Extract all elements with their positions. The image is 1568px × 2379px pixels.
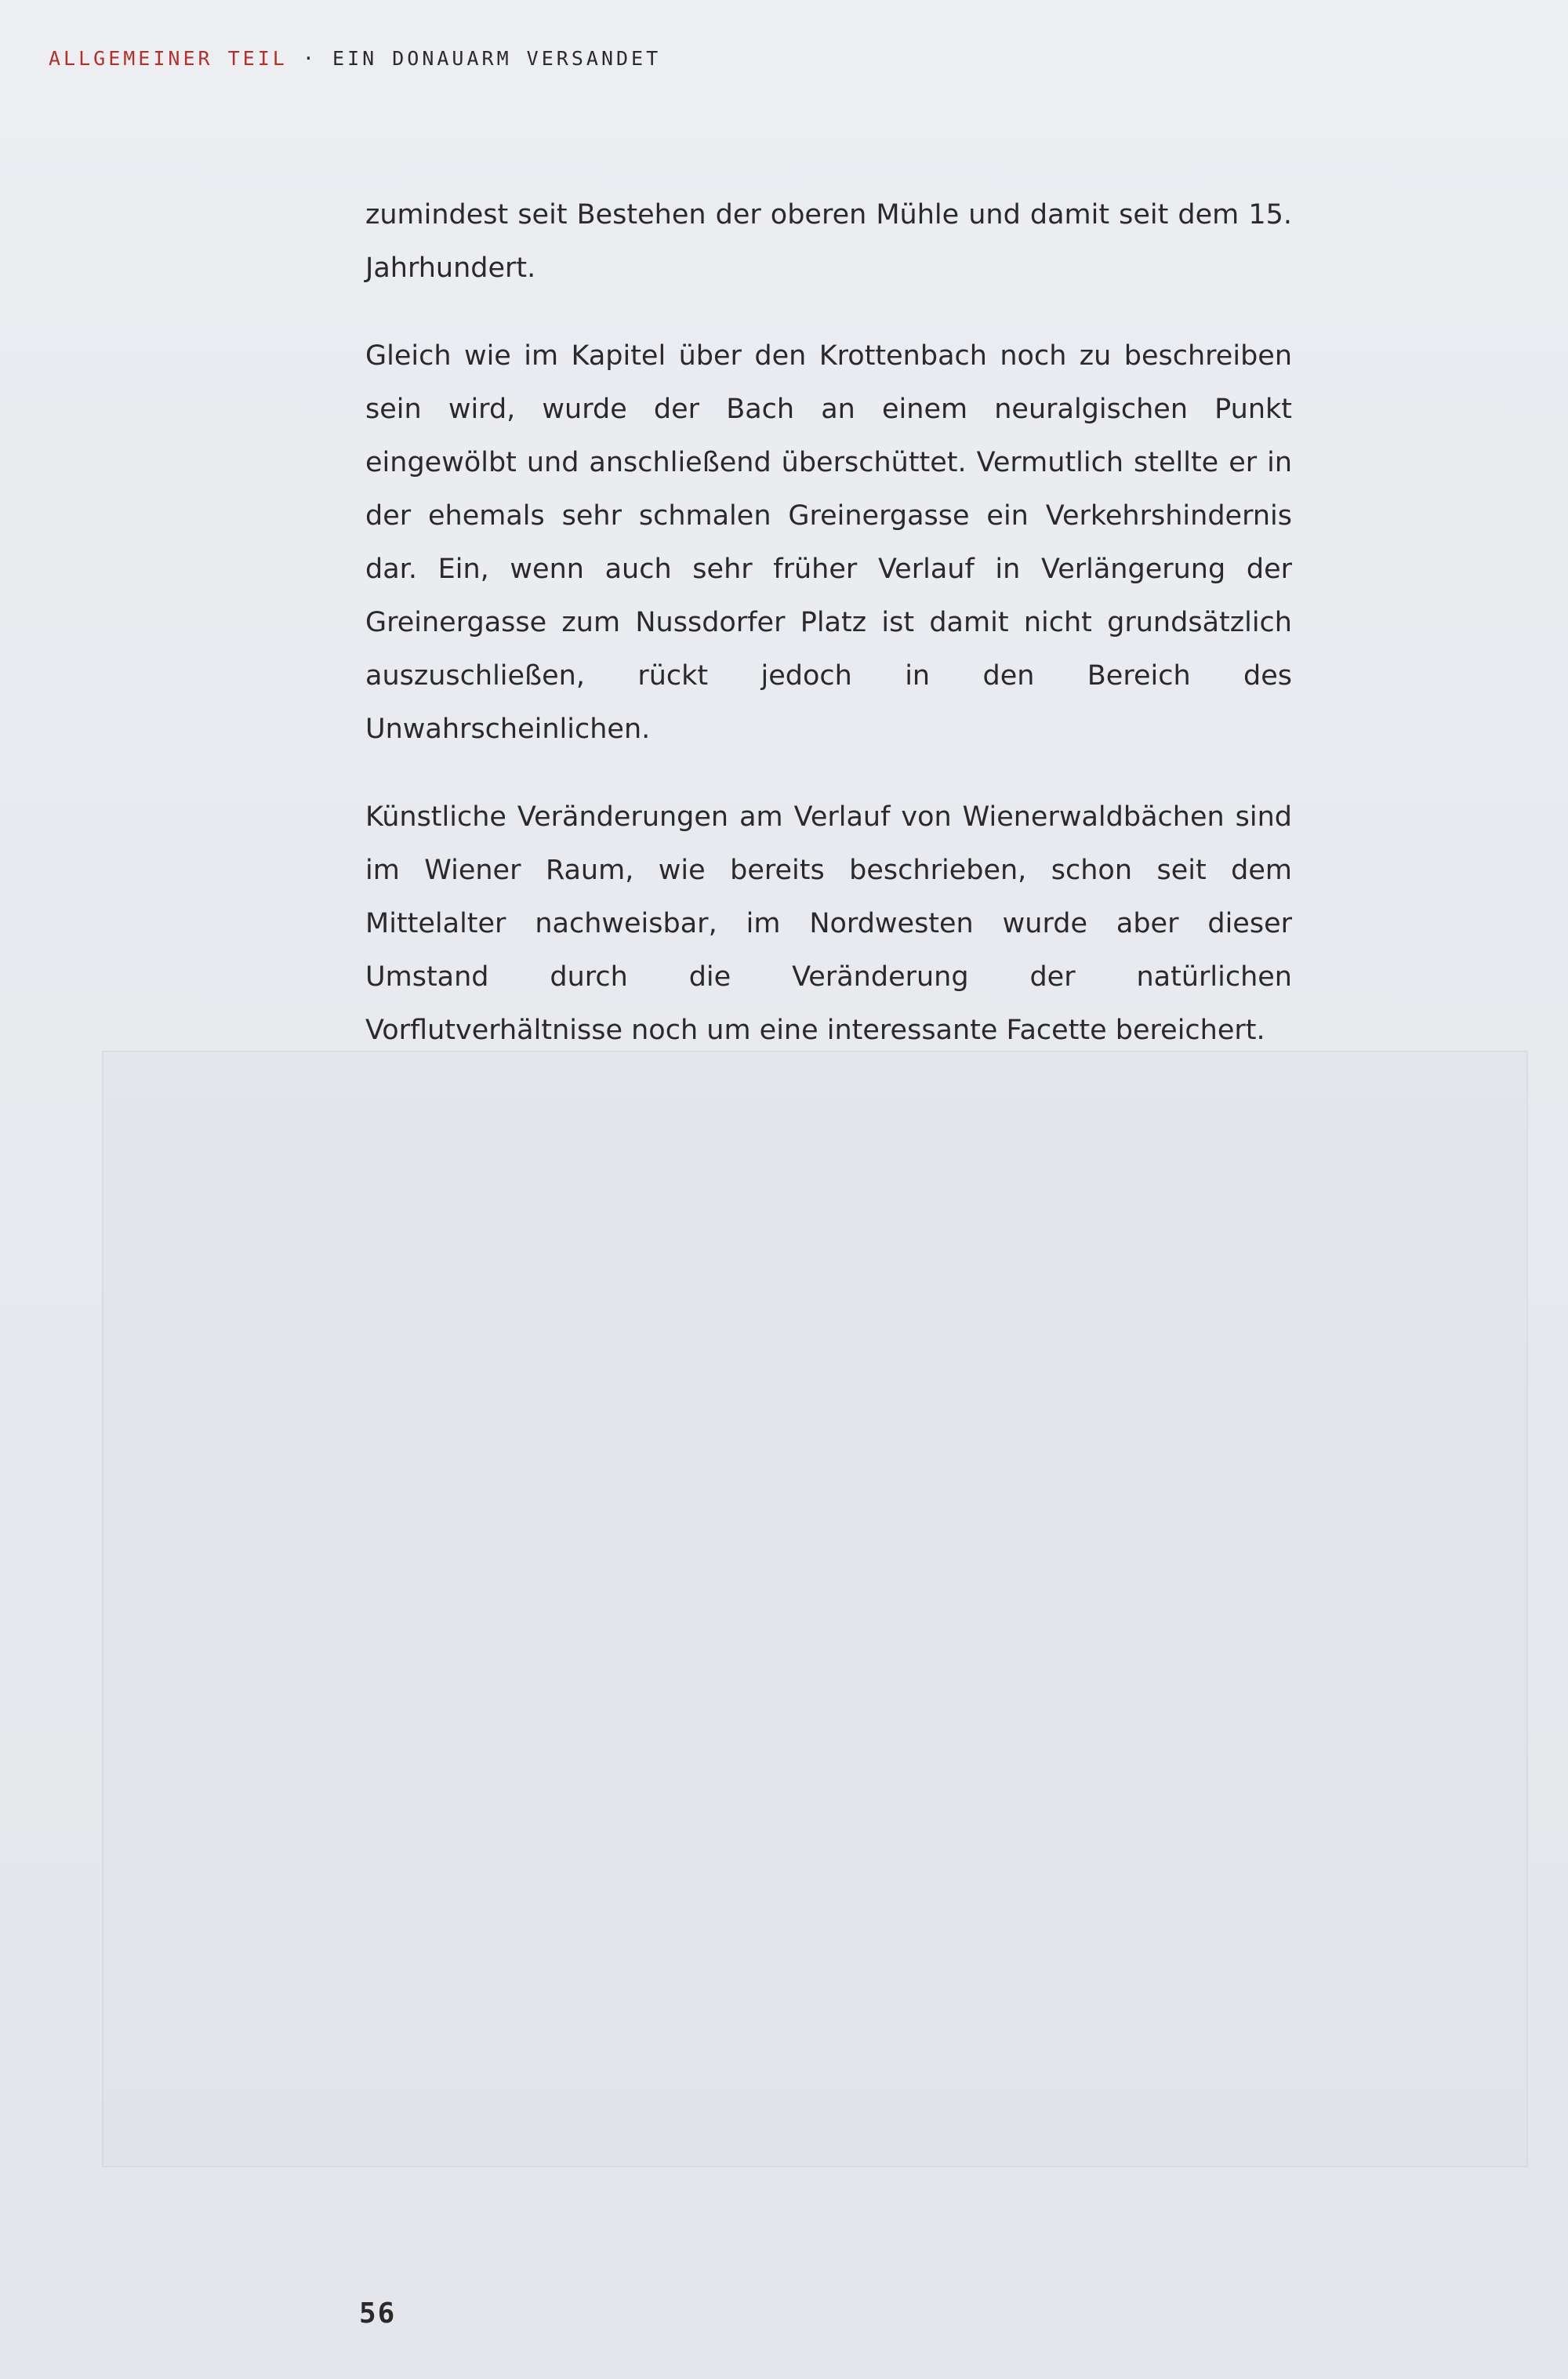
paragraph-1: zumindest seit Bestehen der oberen Mühle und damit seit dem 15. Jahrhundert. [365,199,1292,284]
header-separator: · [302,47,318,70]
body-text [365,188,1292,1091]
paragraph-3: Künstliche Veränderungen am Verlauf von Wienerwaldbächen sind im Wiener Raum, wie bereits beschrieben, schon seit dem Mittelalter nachweisbar, im Nordwesten wurde aber dieser Umstand durch die Veränderung der natürlichen Vorflutverhältnisse noch um eine interessante Facette bereichert. [365,801,1292,1046]
paragraph-2: Gleich wie im Kapitel über den Krottenbach noch zu beschreiben sein wird, wurde der Bach an einem neuralgischen Punkt eingewölbt und anschließend überschüttet. Vermutlich stellte er in der ehemals sehr schmalen Greinergasse ein Verkehrshindernis dar. Ein, wenn auch sehr früher Verlauf in Verlängerung der Greinergasse zum Nussdorfer Platz ist damit nicht grundsätzlich auszuschließen, rückt jedoch in den Bereich des Unwahrscheinlichen. [365,340,1292,745]
running-header [49,47,661,70]
bleed-through-area [102,1051,1528,2167]
header-chapter-title: EIN DONAUARM VERSANDET [332,47,662,70]
header-section-title: ALLGEMEINER TEIL [49,47,288,70]
page-number: 56 [359,2297,397,2330]
